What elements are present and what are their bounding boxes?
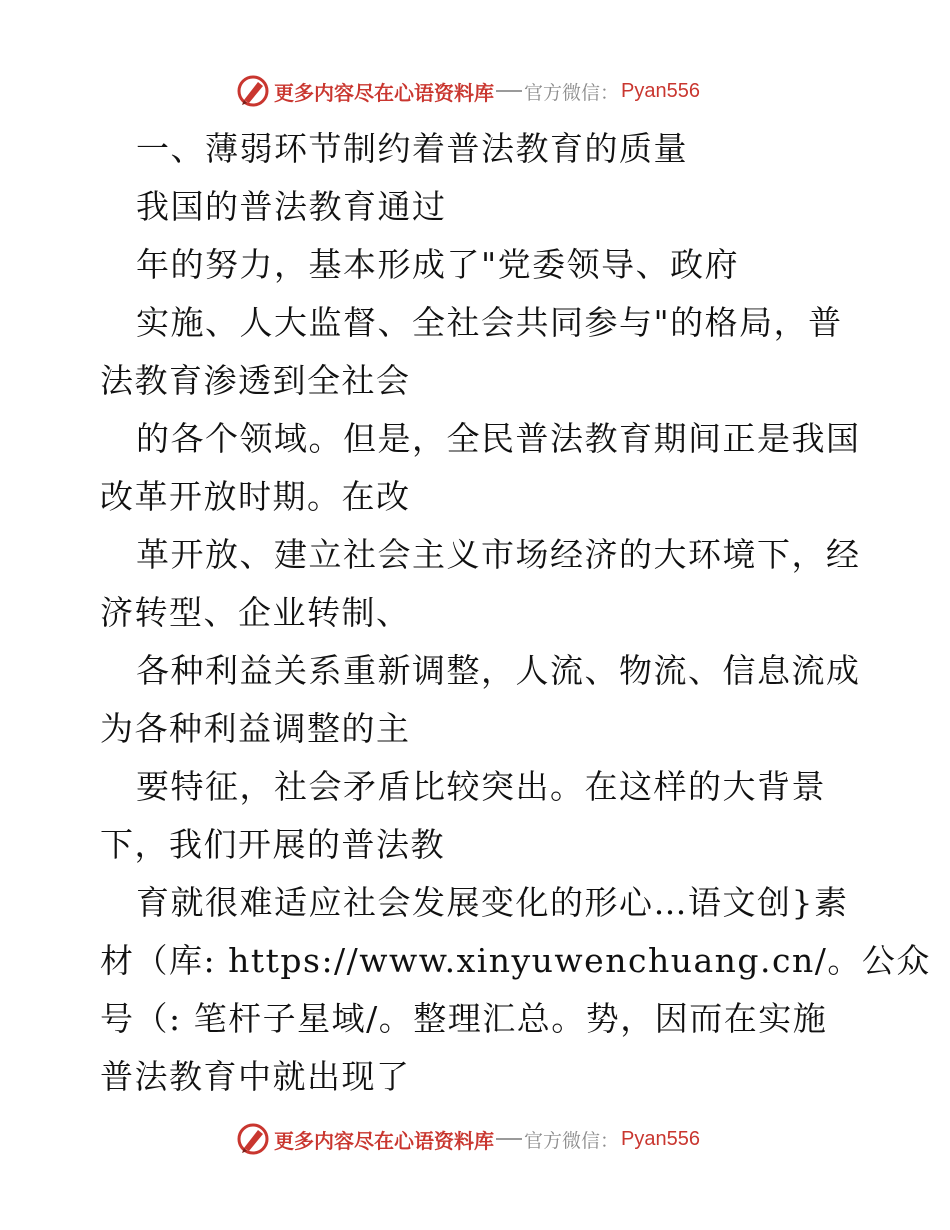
document-body — [100, 120, 931, 1106]
paragraph-line: 为各种利益调整的主 — [100, 709, 411, 748]
paragraph-line: 年的努力，基本形成了"党委领导、政府 — [136, 245, 740, 284]
paragraph-line: 下，我们开展的普法教 — [100, 825, 445, 864]
banner-brand-text: 更多内容尽在心语资料库 — [274, 1128, 494, 1153]
paragraph-line: 我国的普法教育通过 — [136, 187, 447, 226]
banner-wechat-handle: Pyan556 — [621, 79, 700, 102]
header-banner — [236, 74, 700, 108]
banner-dash — [496, 1138, 522, 1140]
banner-brand-text: 更多内容尽在心语资料库 — [274, 80, 494, 105]
paragraph-line: 号（: 笔杆子星域/。整理汇总。势，因而在实施 — [100, 999, 828, 1038]
banner-dash — [496, 90, 522, 92]
section-heading: 一、薄弱环节制约着普法教育的质量 — [136, 129, 688, 168]
paragraph-line: 实施、人大监督、全社会共同参与"的格局，普 — [136, 303, 843, 342]
paragraph-line: 的各个领域。但是，全民普法教育期间正是我国 — [136, 419, 861, 458]
pen-logo-icon — [236, 74, 270, 108]
paragraph-line: 革开放、建立社会主义市场经济的大环境下，经 — [136, 535, 861, 574]
paragraph-line: 育就很难适应社会发展变化的形心…语文创}素 — [136, 883, 849, 922]
paragraph-line: 改革开放时期。在改 — [100, 477, 411, 516]
banner-official-label: 官方微信： — [524, 81, 620, 104]
paragraph-line: 法教育渗透到全社会 — [100, 361, 411, 400]
pen-logo-icon — [236, 1122, 270, 1156]
paragraph-line: 材（库: https://www.xinyuwenchuang.cn/。公众 — [100, 941, 931, 980]
banner-official-label: 官方微信： — [524, 1129, 620, 1152]
paragraph-line: 济转型、企业转制、 — [100, 593, 411, 632]
paragraph-line: 普法教育中就出现了 — [100, 1057, 411, 1096]
footer-banner — [236, 1122, 700, 1156]
paragraph-line: 要特征，社会矛盾比较突出。在这样的大背景 — [136, 767, 826, 806]
paragraph-line: 各种利益关系重新调整，人流、物流、信息流成 — [136, 651, 861, 690]
banner-wechat-handle: Pyan556 — [621, 1127, 700, 1150]
